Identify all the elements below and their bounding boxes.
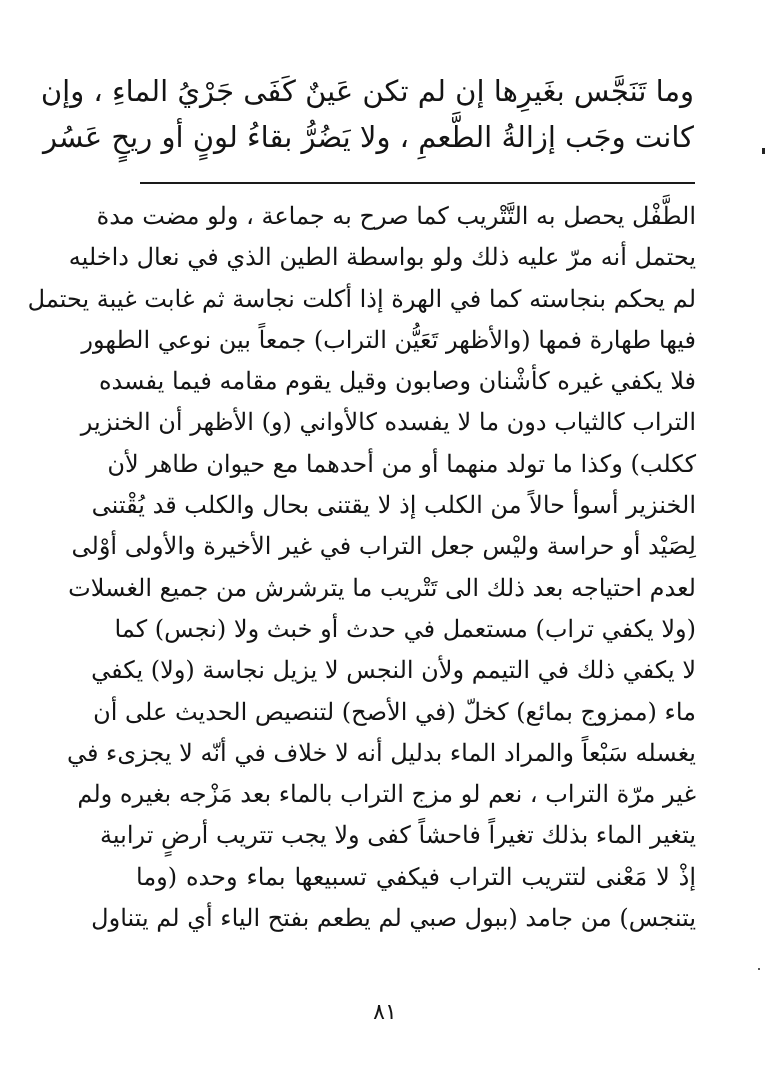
commentary-line: يحتمل أنه مرّ عليه ذلك ولو بواسطة الطين الذي في نعال داخليه	[68, 243, 696, 272]
commentary-line: لعدم احتياجه بعد ذلك الى تَتْريب ما يترشرش من جميع الغسلات	[68, 573, 696, 602]
sharh-commentary	[27, 196, 696, 939]
commentary-line: ككلب) وكذا ما تولد منهما أو من أحدهما مع حيوان طاهر لأن	[107, 449, 696, 478]
matn-line: وما تَنَجَّس بغَيرِها إن لم تكن عَينٌ كَفَى جَرْيُ الماءِ ، وإن	[40, 74, 694, 108]
commentary-line: ماء (ممزوج بمائع) كخلّ (في الأصح) لتنصيص الحديث على أن	[93, 697, 696, 726]
commentary-line: لِصَيْد أو حراسة وليْس جعل التراب في غير الأخيرة والأولى أوْلى	[71, 532, 696, 561]
commentary-line: لا يكفي ذلك في التيمم ولأن النجس لا يزيل نجاسة (ولا) يكفي	[91, 656, 696, 685]
commentary-line: الطَّفْل يحصل به التَّتْريب كما صرح به جماعة ، ولو مضت مدة	[96, 202, 696, 230]
commentary-line: التراب كالثياب دون ما لا يفسده كالأواني (و) الأظهر أن الخنزير	[80, 408, 696, 437]
commentary-line: يتنجس) من جامد (ببول صبي لم يطعم بفتح الياء أي لم يتناول	[91, 904, 696, 933]
commentary-line: غير مرّة التراب ، نعم لو مزج التراب بالماء بعد مَزْجه بغيره ولم	[77, 780, 696, 809]
commentary-line: (ولا يكفي تراب) مستعمل في حدث أو خبث ولا (نجس) كما	[114, 614, 696, 643]
margin-mark	[762, 148, 765, 154]
matn-line: كانت وجَب إزالةُ الطَّعمِ ، ولا يَضُرُّ بقاءُ لونٍ أو ريحٍ عَسُر	[43, 120, 694, 154]
separator-rule	[140, 182, 695, 184]
page-number: ٨١	[373, 1000, 397, 1025]
matn-text	[40, 68, 694, 160]
commentary-line: فيها طهارة فمها (والأظهر تَعَيُّن التراب) جمعاً بين نوعي الطهور	[81, 325, 696, 354]
commentary-line: فلا يكفي غيره كأشْنان وصابون وقيل يقوم مقامه فيما يفسده	[98, 367, 696, 396]
commentary-line: الخنزير أسوأ حالاً من الكلب إذ لا يقتنى بحال والكلب قد يُقْتنى	[91, 491, 696, 520]
commentary-line: إذْ لا مَعْنى لتتريب التراب فيكفي تسبيعها بماء وحده (وما	[136, 862, 696, 891]
commentary-line: لم يحكم بنجاسته كما في الهرة إذا أكلت نجاسة ثم غابت غيبة يحتمل	[27, 284, 696, 313]
commentary-line: يغسله سَبْعاً والمراد الماء بدليل أنه لا خلاف في أنّه لا يجزىء في	[66, 738, 696, 767]
margin-dot	[758, 968, 760, 970]
commentary-line: يتغير الماء بذلك تغيراً فاحشاً كفى ولا يجب تتريب أرضٍ ترابية	[100, 821, 696, 850]
